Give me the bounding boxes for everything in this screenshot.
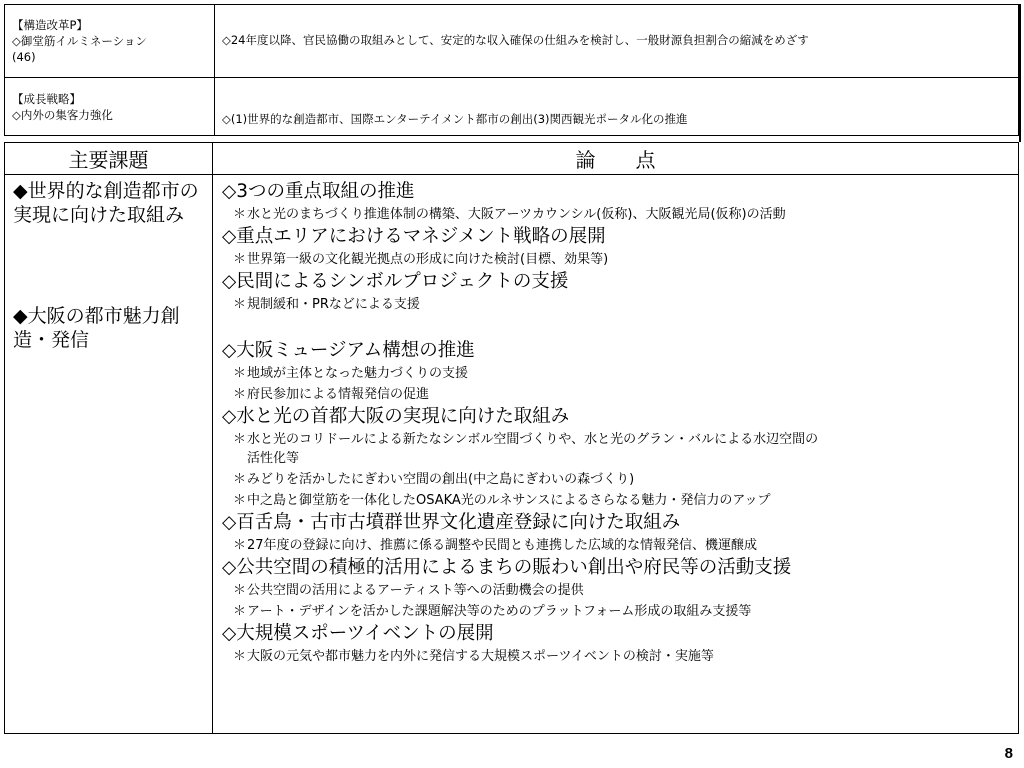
context-row-structural-reform bbox=[5, 5, 1019, 78]
header-main-issues: 主要課題 bbox=[5, 143, 213, 175]
context-table bbox=[4, 4, 1019, 136]
point-item: ＊地域が主体となった魅力づくりの支援 bbox=[233, 366, 469, 381]
point-item: ＊中之島と御堂筋を一体化したOSAKA光のルネサンスによるさらなる魅力・発信力のアップ bbox=[233, 493, 771, 508]
point-heading: ◇重点エリアにおけるマネジメント戦略の展開 bbox=[222, 226, 606, 247]
point-item: ＊世界第一級の文化観光拠点の形成に向けた検討(目標、効果等) bbox=[233, 252, 609, 267]
issues-column bbox=[5, 175, 213, 734]
context-label-line: ◇御堂筋イルミネーション bbox=[12, 34, 147, 48]
context-label-line: 【構造改革P】 bbox=[12, 18, 88, 32]
point-heading: ◇公共空間の積極的活用によるまちの賑わい創出や府民等の活動支援 bbox=[222, 557, 792, 578]
table-header-row bbox=[5, 143, 1019, 175]
point-heading: ◇大阪ミュージアム構想の推進 bbox=[222, 340, 475, 361]
points-block-osaka-appeal bbox=[222, 338, 1018, 666]
point-heading: ◇民間によるシンボルプロジェクトの支援 bbox=[222, 271, 569, 292]
point-item: ＊みどりを活かしたにぎわい空間の創出(中之島にぎわいの森づくり) bbox=[233, 472, 635, 487]
point-item: ＊公共空間の活用によるアーティスト等への活動機会の提供 bbox=[233, 583, 584, 598]
frame-border bbox=[1017, 4, 1021, 142]
context-description: ◇24年度以降、官民協働の取組みとして、安定的な収入確保の仕組みを検討し、一般財源負担割合の縮減をめざす bbox=[215, 5, 1019, 78]
context-description: ◇(1)世界的な創造都市、国際エンターテイメント都市の創出(3)関西観光ポータル化の推進 bbox=[215, 78, 1019, 136]
context-label-line: 【成長戦略】 bbox=[12, 91, 81, 106]
points-column bbox=[213, 175, 1019, 734]
issue-creative-city: ◆世界的な創造都市の実現に向けた取組み bbox=[13, 180, 199, 226]
point-item: ＊水と光のコリドールによる新たなシンボル空間づくりや、水と光のグラン・バルによる水辺空間の 活性化等 bbox=[233, 432, 819, 466]
point-item: ＊27年度の登録に向け、推薦に係る調整や民間とも連携した広域的な情報発信、機運醸成 bbox=[233, 538, 758, 553]
context-label-line: (46) bbox=[12, 50, 36, 64]
header-points-char: 点 bbox=[635, 148, 656, 172]
point-heading: ◇3つの重点取組の推進 bbox=[222, 181, 415, 202]
context-label-cell bbox=[5, 5, 215, 78]
context-label-line: ◇内外の集客力強化 bbox=[12, 107, 113, 122]
point-item: ＊アート・デザインを活かした課題解決等のためのプラットフォーム形成の取組み支援等 bbox=[233, 604, 752, 619]
context-row-growth-strategy bbox=[5, 78, 1019, 136]
point-heading: ◇水と光の首都大阪の実現に向けた取組み bbox=[222, 406, 570, 427]
context-label-cell bbox=[5, 78, 215, 136]
table-body-row bbox=[5, 175, 1019, 734]
point-item: ＊水と光のまちづくり推進体制の構築、大阪アーツカウンシル(仮称)、大阪観光局(仮称)の活動 bbox=[233, 207, 786, 222]
point-item: ＊規制緩和・PRなどによる支援 bbox=[233, 297, 420, 312]
header-points-char: 論 bbox=[575, 148, 596, 172]
point-item: ＊府民参加による情報発信の促進 bbox=[233, 387, 430, 402]
header-key-points bbox=[213, 143, 1019, 175]
page-number: 8 bbox=[1004, 745, 1013, 762]
issue-osaka-appeal: ◆大阪の都市魅力創造・発信 bbox=[13, 305, 180, 351]
issues-table bbox=[4, 142, 1019, 734]
point-heading: ◇百舌鳥・古市古墳群世界文化遺産登録に向けた取組み bbox=[222, 512, 681, 533]
point-item: ＊大阪の元気や都市魅力を内外に発信する大規模スポーツイベントの検討・実施等 bbox=[233, 649, 714, 664]
points-block-creative-city bbox=[222, 179, 1018, 314]
point-heading: ◇大規模スポーツイベントの展開 bbox=[222, 623, 494, 644]
